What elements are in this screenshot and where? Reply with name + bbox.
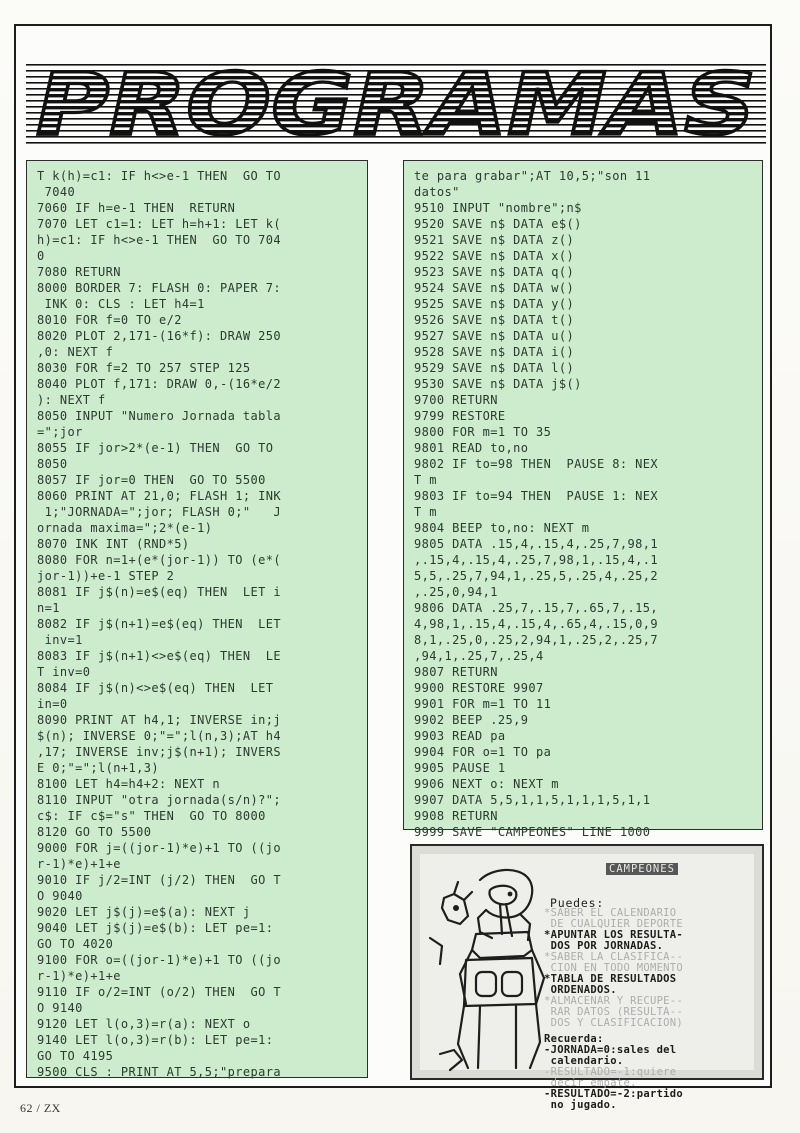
code-line: 9800 FOR m=1 TO 35 [414, 425, 552, 439]
screen-menu-line: *ALMACENAR Y RECUPE-- [544, 995, 684, 1007]
code-line: 9530 SAVE n$ DATA j$() [414, 377, 582, 391]
code-line: ): NEXT f [37, 393, 106, 407]
screen-menu-line: *SABER LA CLASIFICA-- [544, 951, 684, 963]
screen-menu-line: -RESULTADO=-2:partido [544, 1088, 684, 1100]
code-line: 9000 FOR j=((jor-1)*e)+1 TO ((jo [37, 841, 281, 855]
code-line: r-1)*e)+1+e [37, 969, 121, 983]
code-line: 8057 IF jor=0 THEN GO TO 5500 [37, 473, 266, 487]
code-line: 9799 RESTORE [414, 409, 506, 423]
code-line: 9521 SAVE n$ DATA z() [414, 233, 575, 247]
code-line: 8120 GO TO 5500 [37, 825, 152, 839]
screen-menu-line: *APUNTAR LOS RESULTA- [544, 929, 684, 941]
code-line: 9804 BEEP to,no: NEXT m [414, 521, 590, 535]
code-line: 9807 RETURN [414, 665, 498, 679]
code-line: 9110 IF o/2=INT (o/2) THEN GO T [37, 985, 281, 999]
code-line: =";jor [37, 425, 83, 439]
code-line: 9100 FOR o=((jor-1)*e)+1 TO ((jo [37, 953, 281, 967]
code-line: 9510 INPUT "nombre";n$ [414, 201, 582, 215]
code-line: in=0 [37, 697, 68, 711]
screen-display [420, 854, 754, 1111]
code-line: T k(h)=c1: IF h<>e-1 THEN GO TO [37, 169, 281, 183]
screen-menu-line: DOS POR JORNADAS. [544, 940, 664, 952]
code-line: jor-1))+e-1 STEP 2 [37, 569, 175, 583]
code-line: 7060 IF h=e-1 THEN RETURN [37, 201, 236, 215]
code-line: inv=1 [37, 633, 83, 647]
screen-menu-line: CION EN TODO MOMENTO [544, 962, 684, 974]
screen-menu-line: -RESULTADO=-1:quiere [544, 1066, 677, 1078]
code-line: 8055 IF jor>2*(e-1) THEN GO TO [37, 441, 274, 455]
code-line: 8000 BORDER 7: FLASH 0: PAPER 7: [37, 281, 281, 295]
code-line: 9520 SAVE n$ DATA e$() [414, 217, 582, 231]
code-line: 9522 SAVE n$ DATA x() [414, 249, 575, 263]
code-line: 9806 DATA .25,7,.15,7,.65,7,.15, [414, 601, 658, 615]
code-line: 7070 LET c1=1: LET h=h+1: LET k( [37, 217, 281, 231]
code-line: 9900 RESTORE 9907 [414, 681, 544, 695]
screen-menu-line: *SABER EL CALENDARIO [544, 907, 677, 919]
code-line: 9907 DATA 5,5,1,1,5,1,1,1,5,1,1 [414, 793, 651, 807]
code-line: 9901 FOR m=1 TO 11 [414, 697, 552, 711]
programas-banner [26, 55, 766, 155]
code-line: 8080 FOR n=1+(e*(jor-1)) TO (e*( [37, 553, 281, 567]
screen-heading: Puedes: [550, 896, 605, 910]
code-line: 8030 FOR f=2 TO 257 STEP 125 [37, 361, 251, 375]
code-line: 8110 INPUT "otra jornada(s/n)?"; [37, 793, 281, 807]
code-line: 8100 LET h4=h4+2: NEXT n [37, 777, 220, 791]
code-line: 9904 FOR o=1 TO pa [414, 745, 552, 759]
screen-menu-text [544, 908, 762, 1111]
code-line: 9700 RETURN [414, 393, 498, 407]
screen-program-title: CAMPEONES [606, 863, 678, 875]
code-line: 4,98,1,.15,4,.15,4,.65,4,.15,0,9 [414, 617, 658, 631]
code-line: 9525 SAVE n$ DATA y() [414, 297, 575, 311]
code-line: 9903 READ pa [414, 729, 506, 743]
code-line: 7040 [37, 185, 76, 199]
code-line: ,.25,0,94,1 [414, 585, 498, 599]
page-title: PROGRAMAS [36, 55, 756, 155]
code-line: $(n); INVERSE 0;"=";l(n,3);AT h4 [37, 729, 281, 743]
code-line: 9040 LET j$(j)=e$(b): LET pe=1: [37, 921, 274, 935]
screen-menu-line: RAR DATOS (RESULTA-- [544, 1006, 684, 1018]
code-line: 9801 READ to,no [414, 441, 529, 455]
code-line: T m [414, 473, 437, 487]
code-line: h)=c1: IF h<>e-1 THEN GO TO 704 [37, 233, 281, 247]
code-line: 9529 SAVE n$ DATA l() [414, 361, 575, 375]
code-line: te para grabar";AT 10,5;"son 11 [414, 169, 651, 183]
code-line: 8070 INK INT (RND*5) [37, 537, 190, 551]
code-line: 8,1,.25,0,.25,2,94,1,.25,2,.25,7 [414, 633, 658, 647]
code-line: 9524 SAVE n$ DATA w() [414, 281, 575, 295]
code-line: 8050 [37, 457, 68, 471]
screen-menu-line: *TABLA DE RESULTADOS [544, 973, 677, 985]
screenshot-panel [410, 844, 764, 1111]
code-listing-left [26, 160, 368, 1078]
code-line: T inv=0 [37, 665, 91, 679]
code-line: 8082 IF j$(n+1)=e$(eq) THEN LET [37, 617, 281, 631]
code-line: 9527 SAVE n$ DATA u() [414, 329, 575, 343]
code-line: 8083 IF j$(n+1)<>e$(eq) THEN LE [37, 649, 281, 663]
code-line: O 9040 [37, 889, 83, 903]
code-line: ,0: NEXT f [37, 345, 114, 359]
code-line: 9999 SAVE "CAMPEONES" LINE 1000 [414, 825, 651, 839]
code-line: 1;"JORNADA=";jor; FLASH 0;" J [37, 505, 281, 519]
code-line: ,17; INVERSE inv;j$(n+1); INVERS [37, 745, 281, 759]
screen-menu-line: DOS Y CLASIFICACION) [544, 1017, 684, 1029]
code-line: 8090 PRINT AT h4,1; INVERSE in;j [37, 713, 281, 727]
code-line: 8081 IF j$(n)=e$(eq) THEN LET i [37, 585, 281, 599]
code-line: 8050 INPUT "Numero Jornada tabla [37, 409, 281, 423]
code-line: INK 0: CLS : LET h4=1 [37, 297, 205, 311]
code-line: 9523 SAVE n$ DATA q() [414, 265, 575, 279]
code-line: ornada maxima=";2*(e-1) [37, 521, 213, 535]
code-line: 9906 NEXT o: NEXT m [414, 777, 559, 791]
code-line: r-1)*e)+1+e [37, 857, 121, 871]
screen-menu-line: Recuerda: [544, 1033, 604, 1045]
code-line: 9010 IF j/2=INT (j/2) THEN GO T [37, 873, 281, 887]
code-line: 9902 BEEP .25,9 [414, 713, 529, 727]
screen-menu-line: DE CUALQUIER DEPORTE [544, 918, 684, 930]
code-line: 5,5,.25,7,94,1,.25,5,.25,4,.25,2 [414, 569, 658, 583]
code-line: O 9140 [37, 1001, 83, 1015]
code-line: 8010 FOR f=0 TO e/2 [37, 313, 182, 327]
code-line: 9120 LET l(o,3)=r(a): NEXT o [37, 1017, 251, 1031]
code-line: 0 [37, 249, 45, 263]
code-line: 8040 PLOT f,171: DRAW 0,-(16*e/2 [37, 377, 281, 391]
code-line: ,94,1,.25,7,.25,4 [414, 649, 544, 663]
code-line: 9500 CLS : PRINT AT 5,5;"prepara [37, 1065, 281, 1079]
code-line: ,.15,4,.15,4,.25,7,98,1,.15,4,.1 [414, 553, 658, 567]
code-line: 9526 SAVE n$ DATA t() [414, 313, 575, 327]
screen-menu-line: calendario. [544, 1055, 624, 1067]
code-line: GO TO 4195 [37, 1049, 114, 1063]
code-line: 9905 PAUSE 1 [414, 761, 506, 775]
code-line: 9528 SAVE n$ DATA i() [414, 345, 575, 359]
code-line: 9805 DATA .15,4,.15,4,.25,7,98,1 [414, 537, 658, 551]
code-listing-right [403, 160, 763, 839]
code-line: 9020 LET j$(j)=e$(a): NEXT j [37, 905, 251, 919]
screen-menu-line: decir empate. [544, 1077, 637, 1089]
code-line: datos" [414, 185, 460, 199]
banner-art [26, 55, 766, 155]
code-line: 9802 IF to=98 THEN PAUSE 8: NEX [414, 457, 658, 471]
screen-menu-line: no jugado. [544, 1099, 617, 1111]
code-line: 9140 LET l(o,3)=r(b): LET pe=1: [37, 1033, 274, 1047]
code-line: c$: IF c$="s" THEN GO TO 8000 [37, 809, 266, 823]
code-line: 9908 RETURN [414, 809, 498, 823]
code-line: GO TO 4020 [37, 937, 114, 951]
code-line: E 0;"=";l(n+1,3) [37, 761, 159, 775]
screen-menu-line: ORDENADOS. [544, 984, 617, 996]
screen-menu-line: -JORNADA=0:sales del [544, 1044, 677, 1056]
code-line: n=1 [37, 601, 60, 615]
code-line: 8060 PRINT AT 21,0; FLASH 1; INK [37, 489, 281, 503]
page-number: 62 / ZX [20, 1101, 61, 1115]
code-line: T m [414, 505, 437, 519]
code-line: 8084 IF j$(n)<>e$(eq) THEN LET [37, 681, 274, 695]
code-line: 9803 IF to=94 THEN PAUSE 1: NEX [414, 489, 658, 503]
code-line: 7080 RETURN [37, 265, 121, 279]
code-line: 8020 PLOT 2,171-(16*f): DRAW 250 [37, 329, 281, 343]
